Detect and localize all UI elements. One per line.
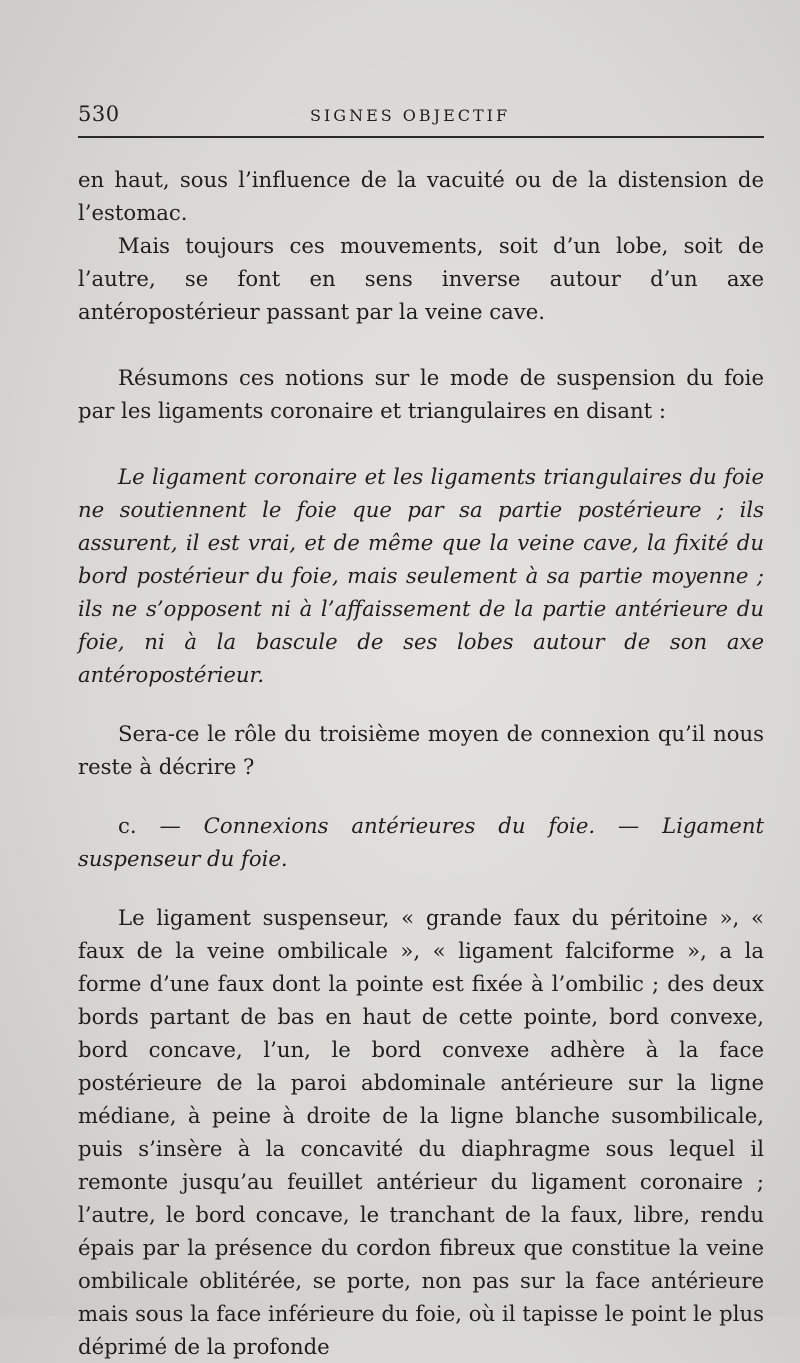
paragraph-mouvements: Mais toujours ces mouvements, soit d’un lobe, soit de l’autre, se font en sens inverse autour d’un axe antéropostérieur passant par la veine cave. [78, 233, 764, 324]
paragraph-resumons: Résumons ces notions sur le mode de suspension du foie par les ligaments coronaire et triangulaires en disant : [78, 365, 764, 423]
page-header [78, 100, 764, 130]
paragraph-italic-summary: Le ligament coronaire et les ligaments triangulaires du foie ne soutiennent le foie que par sa partie postérieure ; ils assurent, il est vrai, et de même que la veine cave, la fixité du bord postérieur du foie, mais seulement à sa partie moyenne ; ils ne s’opposent ni à l’affaissement de la partie antérieure du foie, ni à la bascule de ses lobes autour de son axe antéropostérieur. [78, 464, 764, 687]
header-rule [78, 136, 764, 138]
page-number: 530 [78, 102, 120, 126]
section-label: c. — [118, 813, 181, 838]
running-title: SIGNES OBJECTIF [310, 106, 511, 125]
body-text [78, 163, 764, 1363]
section-title: Connexions antérieures du foie. — Ligament suspenseur du foie. [78, 813, 764, 871]
section-heading [78, 809, 764, 875]
paragraph-question: Sera-ce le rôle du troisième moyen de connexion qu’il nous reste à décrire ? [78, 721, 764, 779]
paragraph-continuation: en haut, sous l’influence de la vacuité ou de la distension de l’estomac. [78, 167, 764, 225]
paragraph-ligament-suspenseur: Le ligament suspenseur, « grande faux du péritoine », « faux de la veine ombilicale », « ligament falciforme », a la forme d’une faux dont la pointe est fixée à l’ombilic ; des deux bords partant de bas en haut de cette pointe, bord convexe, bord concave, l’un, le bord convexe adhère à la face postérieure de la paroi abdominale antérieure sur la ligne médiane, à peine à droite de la ligne blanche susombilicale, puis s’insère à la concavité du diaphragme sous lequel il remonte jusqu’au feuillet antérieur du ligament coronaire ; l’autre, le bord concave, le tranchant de la faux, libre, rendu épais par la présence du cordon fibreux que constitue la veine ombilicale oblitérée, se porte, non pas sur la face antérieure mais sous la face inférieure du foie, où il tapisse le point le plus déprimé de la profonde [78, 905, 764, 1359]
